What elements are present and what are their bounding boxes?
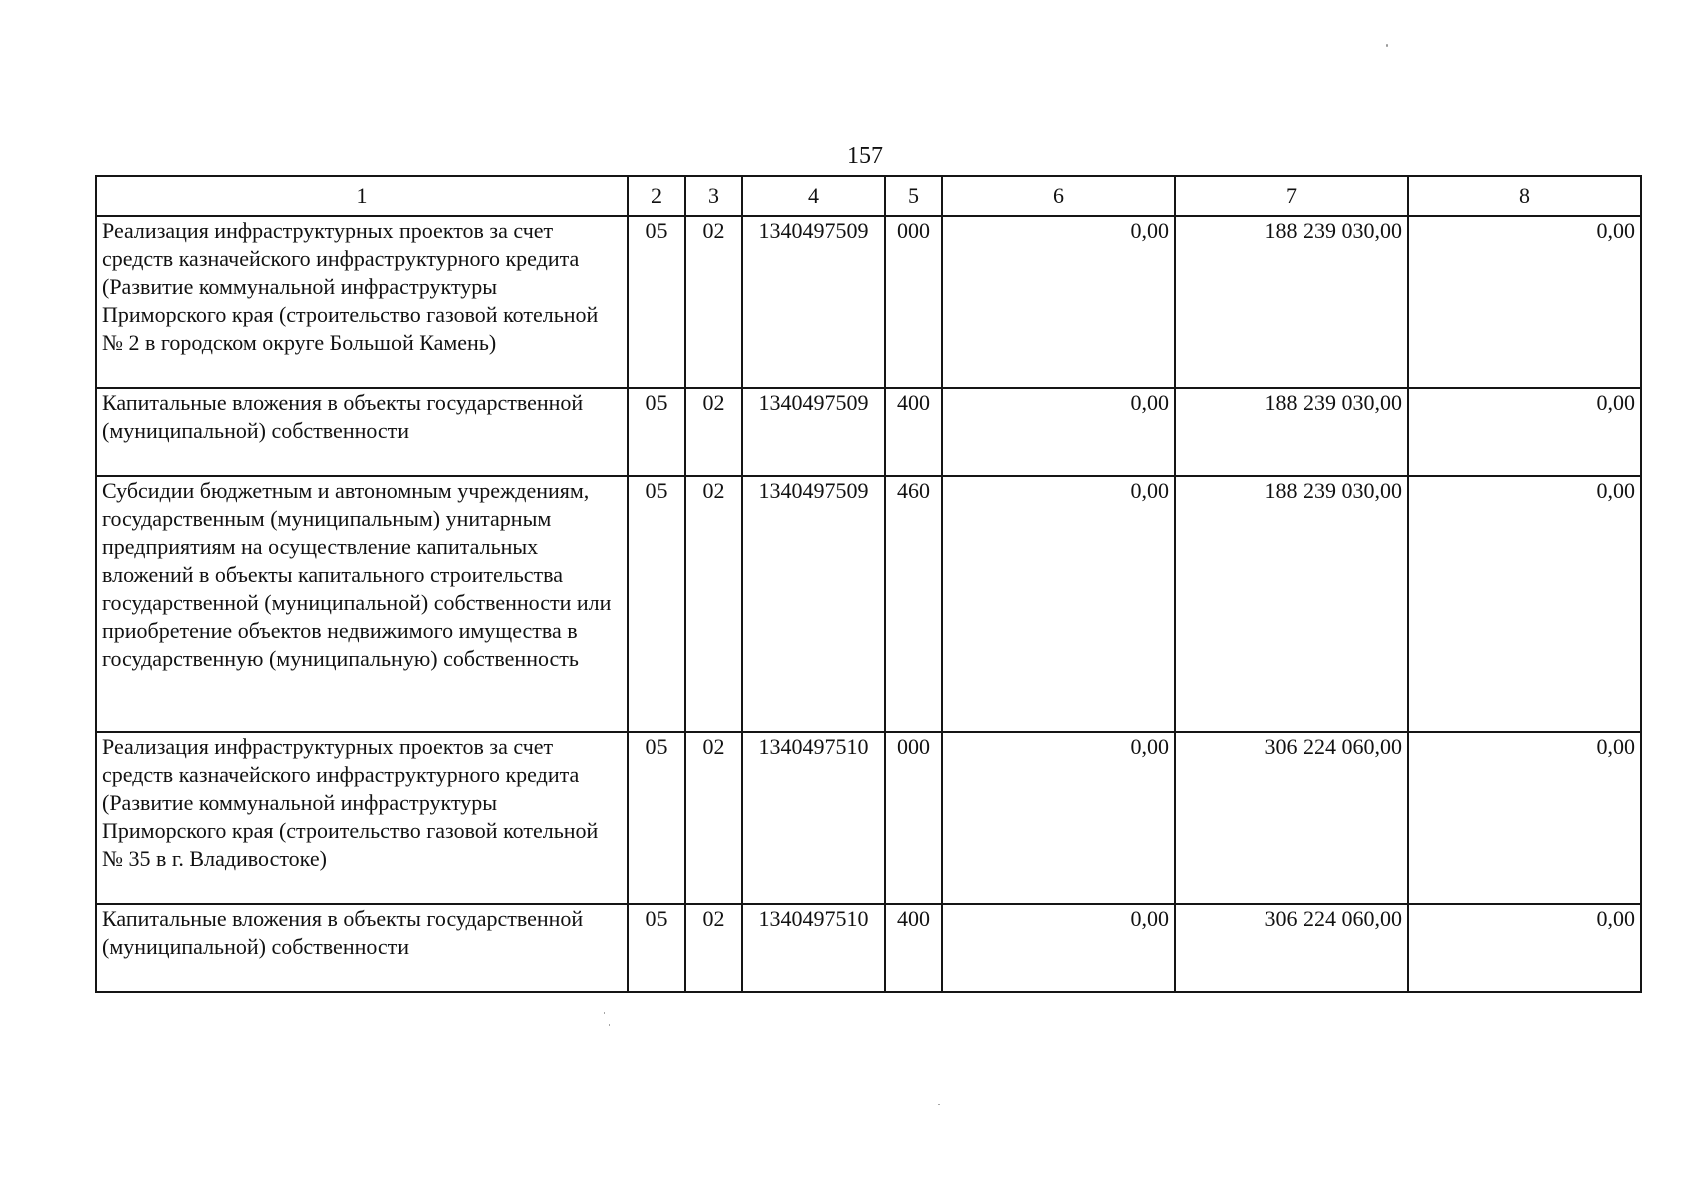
expense-type-code: 400 (885, 904, 942, 992)
column-header: 8 (1408, 176, 1641, 216)
expense-type-code: 460 (885, 476, 942, 732)
expense-type-code: 000 (885, 732, 942, 904)
table-row (96, 732, 1641, 904)
amount-col-8: 0,00 (1408, 216, 1641, 388)
target-article-code: 1340497510 (742, 904, 885, 992)
column-header: 6 (942, 176, 1175, 216)
amount-col-7: 188 239 030,00 (1175, 476, 1408, 732)
scan-speck (609, 1024, 610, 1026)
section-code: 05 (628, 732, 685, 904)
amount-col-7: 306 224 060,00 (1175, 904, 1408, 992)
amount-col-6: 0,00 (942, 216, 1175, 388)
column-header: 3 (685, 176, 742, 216)
page-number: 157 (847, 143, 883, 169)
expense-type-code: 400 (885, 388, 942, 476)
amount-col-7: 188 239 030,00 (1175, 216, 1408, 388)
section-code: 05 (628, 476, 685, 732)
subsection-code: 02 (685, 216, 742, 388)
column-header: 5 (885, 176, 942, 216)
amount-col-8: 0,00 (1408, 476, 1641, 732)
amount-col-7: 188 239 030,00 (1175, 388, 1408, 476)
amount-col-7: 306 224 060,00 (1175, 732, 1408, 904)
row-description: Капитальные вложения в объекты государственной (муниципальной) собственности (96, 388, 628, 476)
target-article-code: 1340497509 (742, 216, 885, 388)
table-row (96, 216, 1641, 388)
subsection-code: 02 (685, 732, 742, 904)
table-row (96, 476, 1641, 732)
amount-col-8: 0,00 (1408, 904, 1641, 992)
column-header: 7 (1175, 176, 1408, 216)
table-row (96, 904, 1641, 992)
column-number-row (96, 176, 1641, 216)
amount-col-6: 0,00 (942, 388, 1175, 476)
section-code: 05 (628, 904, 685, 992)
amount-col-6: 0,00 (942, 732, 1175, 904)
section-code: 05 (628, 388, 685, 476)
amount-col-8: 0,00 (1408, 388, 1641, 476)
budget-table (95, 175, 1642, 993)
amount-col-6: 0,00 (942, 904, 1175, 992)
amount-col-8: 0,00 (1408, 732, 1641, 904)
column-header: 4 (742, 176, 885, 216)
subsection-code: 02 (685, 388, 742, 476)
row-description: Субсидии бюджетным и автономным учреждениям, государственным (муниципальным) унитарным предприятиям на осуществление капитальных вложений в объекты капитального строительства государственной (муниципальной) собственности или приобретение объектов недвижимого имущества в государственную (муниципальную) собственность (96, 476, 628, 732)
section-code: 05 (628, 216, 685, 388)
expense-type-code: 000 (885, 216, 942, 388)
scan-speck (1386, 44, 1388, 47)
column-header: 1 (96, 176, 628, 216)
row-description: Капитальные вложения в объекты государственной (муниципальной) собственности (96, 904, 628, 992)
amount-col-6: 0,00 (942, 476, 1175, 732)
target-article-code: 1340497509 (742, 388, 885, 476)
scan-speck (938, 1104, 940, 1105)
subsection-code: 02 (685, 476, 742, 732)
target-article-code: 1340497510 (742, 732, 885, 904)
row-description: Реализация инфраструктурных проектов за счет средств казначейского инфраструктурного кредита (Развитие коммунальной инфраструктуры Приморского края (строительство газовой котельной № 2 в городском округе Большой Камень) (96, 216, 628, 388)
row-description: Реализация инфраструктурных проектов за счет средств казначейского инфраструктурного кредита (Развитие коммунальной инфраструктуры Приморского края (строительство газовой котельной № 35 в г. Владивостоке) (96, 732, 628, 904)
scan-speck (604, 1012, 605, 1014)
column-header: 2 (628, 176, 685, 216)
table-row (96, 388, 1641, 476)
target-article-code: 1340497509 (742, 476, 885, 732)
subsection-code: 02 (685, 904, 742, 992)
